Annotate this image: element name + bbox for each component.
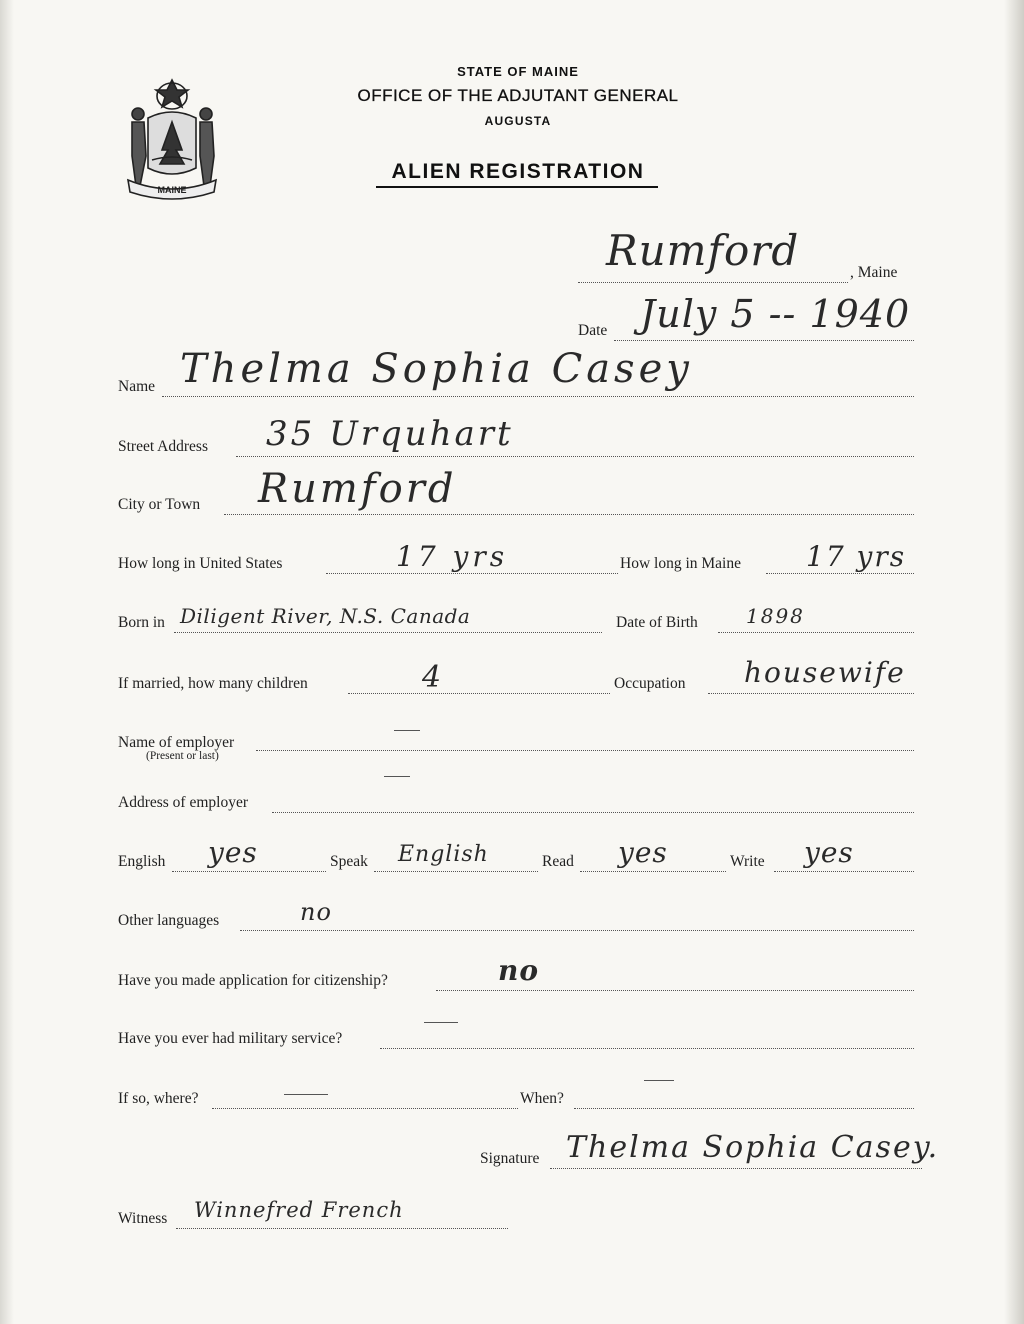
- witness-line: [176, 1228, 508, 1229]
- header-city: AUGUSTA: [484, 114, 552, 128]
- other-languages-line: [240, 930, 914, 931]
- employer-name-line: [256, 750, 914, 751]
- military-dash: [424, 1022, 458, 1023]
- city-value: Rumford: [258, 466, 457, 512]
- english-label: English: [118, 853, 166, 870]
- how-long-maine-line: [766, 573, 914, 574]
- scan-edge-left: [0, 0, 14, 1324]
- witness-label: Witness: [118, 1210, 168, 1227]
- children-line: [348, 693, 610, 694]
- name-value: Thelma Sophia Casey: [180, 346, 693, 392]
- signature-value: Thelma Sophia Casey.: [566, 1130, 940, 1165]
- read-label: Read: [542, 853, 574, 870]
- write-line: [774, 871, 914, 872]
- write-value: yes: [804, 836, 854, 869]
- speak-value: English: [398, 842, 489, 867]
- employer-name-sublabel: (Present or last): [146, 750, 219, 762]
- occupation-line: [708, 693, 914, 694]
- english-value: yes: [208, 836, 258, 869]
- signature-line: [550, 1168, 922, 1169]
- employer-name-dash: [394, 730, 420, 731]
- name-label: Name: [118, 378, 156, 395]
- dob-value: 1898: [746, 604, 805, 628]
- where-line: [212, 1108, 518, 1109]
- read-value: yes: [618, 836, 668, 869]
- how-long-maine-label: How long in Maine: [620, 555, 741, 572]
- speak-line: [374, 871, 538, 872]
- town-value: Rumford: [606, 226, 800, 275]
- city-line: [224, 514, 914, 515]
- date-line: [614, 340, 914, 341]
- when-line: [574, 1108, 914, 1109]
- born-in-label: Born in: [118, 614, 165, 631]
- town-line: [578, 282, 848, 283]
- title-underline: [376, 186, 658, 188]
- citizenship-label: Have you made application for citizenship?: [118, 972, 388, 989]
- military-label: Have you ever had military service?: [118, 1030, 343, 1047]
- where-label: If so, where?: [118, 1090, 199, 1107]
- citizenship-line: [436, 990, 914, 991]
- when-dash: [644, 1080, 674, 1081]
- dob-line: [718, 632, 914, 633]
- children-value: 4: [422, 660, 443, 695]
- name-line: [162, 396, 914, 397]
- speak-label: Speak: [330, 853, 368, 870]
- citizenship-value: no: [498, 954, 540, 987]
- witness-value: Winnefred French: [194, 1198, 404, 1222]
- street-line: [236, 456, 914, 457]
- city-label: City or Town: [118, 496, 201, 513]
- date-value: July 5 -- 1940: [640, 292, 911, 336]
- employer-name-label: Name of employer: [118, 734, 235, 751]
- date-label: Date: [578, 322, 608, 339]
- employer-address-dash: [384, 776, 410, 777]
- where-dash: [284, 1094, 328, 1095]
- page-title: ALIEN REGISTRATION: [391, 160, 645, 183]
- read-line: [580, 871, 726, 872]
- maine-seal-icon: [118, 76, 226, 204]
- born-in-value: Diligent River, N.S. Canada: [180, 604, 471, 628]
- other-languages-label: Other languages: [118, 912, 220, 929]
- employer-address-label: Address of employer: [118, 794, 248, 811]
- dob-label: Date of Birth: [616, 614, 698, 631]
- svg-text:MAINE: MAINE: [157, 185, 187, 195]
- header-state: STATE OF MAINE: [457, 64, 579, 79]
- street-value: 35 Urquhart: [266, 414, 514, 454]
- occupation-label: Occupation: [614, 675, 686, 692]
- born-in-line: [174, 632, 602, 633]
- street-label: Street Address: [118, 438, 208, 455]
- how-long-maine-value: 17 yrs: [806, 540, 907, 573]
- children-label: If married, how many children: [118, 675, 308, 692]
- how-long-us-line: [326, 573, 618, 574]
- occupation-value: housewife: [744, 656, 906, 689]
- english-line: [172, 871, 326, 872]
- header-office: OFFICE OF THE ADJUTANT GENERAL: [357, 86, 679, 105]
- employer-address-line: [272, 812, 914, 813]
- military-line: [380, 1048, 914, 1049]
- how-long-us-value: 17 yrs: [396, 540, 509, 573]
- scan-edge-right: [1004, 0, 1024, 1324]
- when-label: When?: [520, 1090, 564, 1107]
- other-languages-value: no: [300, 898, 332, 926]
- town-suffix: , Maine: [850, 264, 898, 281]
- write-label: Write: [730, 853, 765, 870]
- signature-label: Signature: [480, 1150, 540, 1167]
- how-long-us-label: How long in United States: [118, 555, 283, 572]
